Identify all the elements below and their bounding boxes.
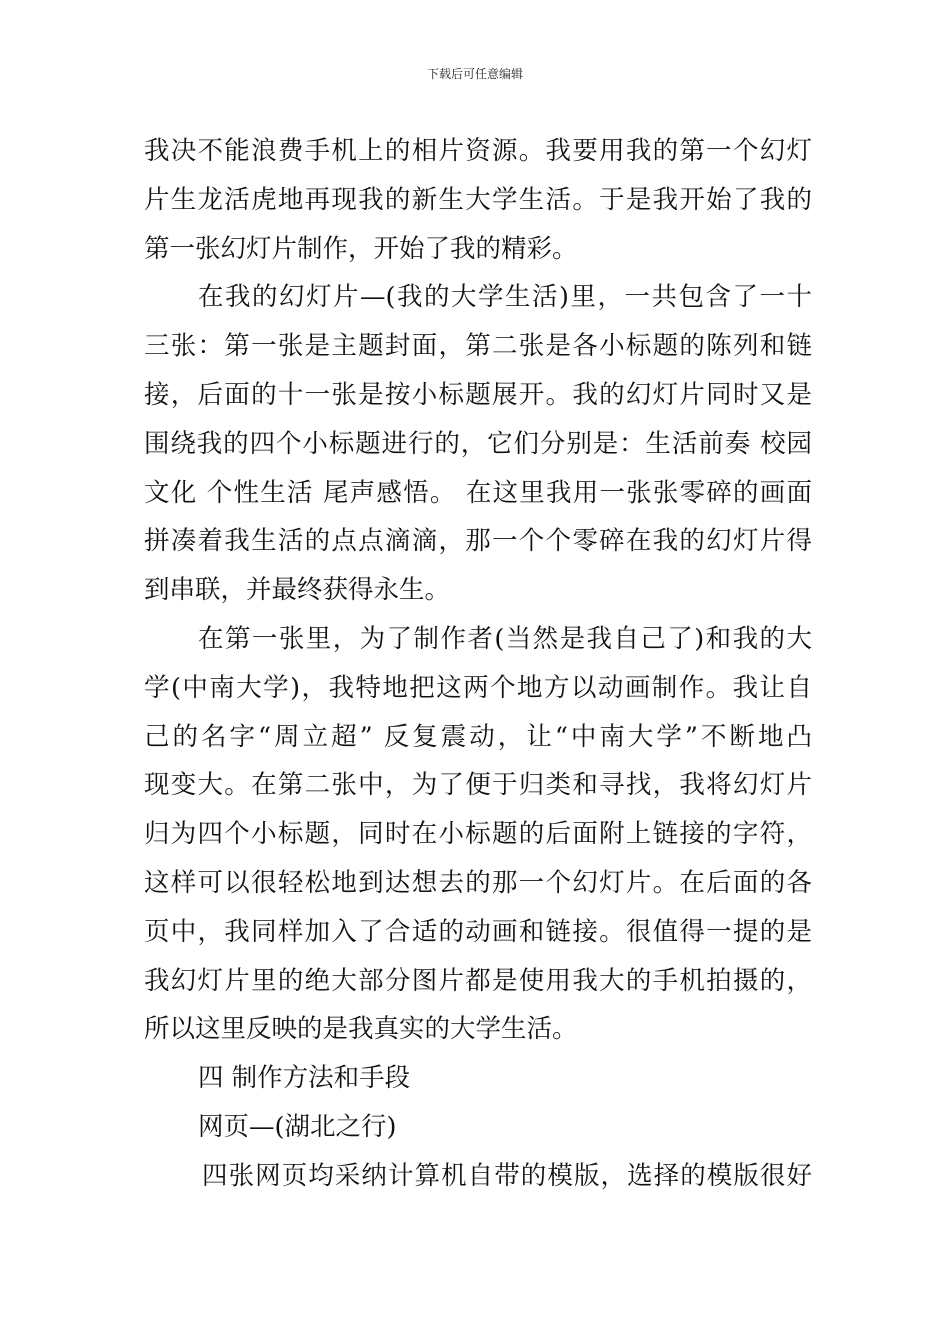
paragraph-1	[144, 127, 812, 273]
text-line: 页中，我同样加入了合适的动画和链接。很值得一提的是	[144, 916, 812, 947]
text-line: 我幻灯片里的绝大部分图片都是使用我大的手机拍摄的，	[144, 965, 812, 996]
text-line: 到串联，并最终获得永生。	[144, 575, 451, 606]
section-heading	[144, 1054, 812, 1103]
text-line: 这样可以很轻松地到达想去的那一个幻灯片。在后面的各	[144, 867, 812, 898]
text-line: 拼凑着我生活的点点滴滴，那一个个零碎在我的幻灯片得	[144, 526, 812, 557]
paragraph-3	[144, 615, 812, 1054]
text-line: 四 制作方法和手段	[198, 1063, 411, 1094]
text-line: 归为四个小标题，同时在小标题的后面附上链接的字符，	[144, 819, 812, 850]
text-line: 接，后面的十一张是按小标题展开。我的幻灯片同时又是	[144, 379, 812, 410]
text-line: 片生龙活虎地再现我的新生大学生活。于是我开始了我的	[144, 184, 812, 215]
paragraph-4	[144, 1152, 812, 1201]
page-header: 下载后可任意编辑	[426, 67, 523, 81]
text-line: 四张网页均采纳计算机自带的模版，选择的模版很好	[202, 1160, 812, 1191]
text-line: 现变大。在第二张中，为了便于归类和寻找，我将幻灯片	[144, 770, 812, 801]
text-line: 文化 个性生活 尾声感悟。 在这里我用一张张零碎的画面	[144, 477, 812, 508]
paragraph-2	[144, 273, 812, 615]
text-line: 己的名字“周立超” 反复震动，让“中南大学”不断地凸	[144, 721, 812, 752]
subsection-heading	[144, 1103, 812, 1152]
text-line: 网页—(湖北之行)	[198, 1111, 397, 1142]
text-line: 所以这里反映的是我真实的大学生活。	[144, 1014, 578, 1045]
text-line: 学(中南大学)，我特地把这两个地方以动画制作。我让自	[144, 672, 812, 703]
text-line: 围绕我的四个小标题进行的，它们分别是：生活前奏 校园	[144, 428, 812, 459]
text-line: 我决不能浪费手机上的相片资源。我要用我的第一个幻灯	[144, 136, 812, 166]
text-line: 在我的幻灯片—(我的大学生活)里，一共包含了一十	[198, 282, 812, 313]
text-line: 三张：第一张是主题封面，第二张是各小标题的陈列和链	[144, 331, 812, 362]
text-line: 在第一张里，为了制作者(当然是我自己了)和我的大	[198, 623, 812, 654]
document-body	[144, 127, 812, 1201]
text-line: 第一张幻灯片制作，开始了我的精彩。	[144, 233, 578, 264]
